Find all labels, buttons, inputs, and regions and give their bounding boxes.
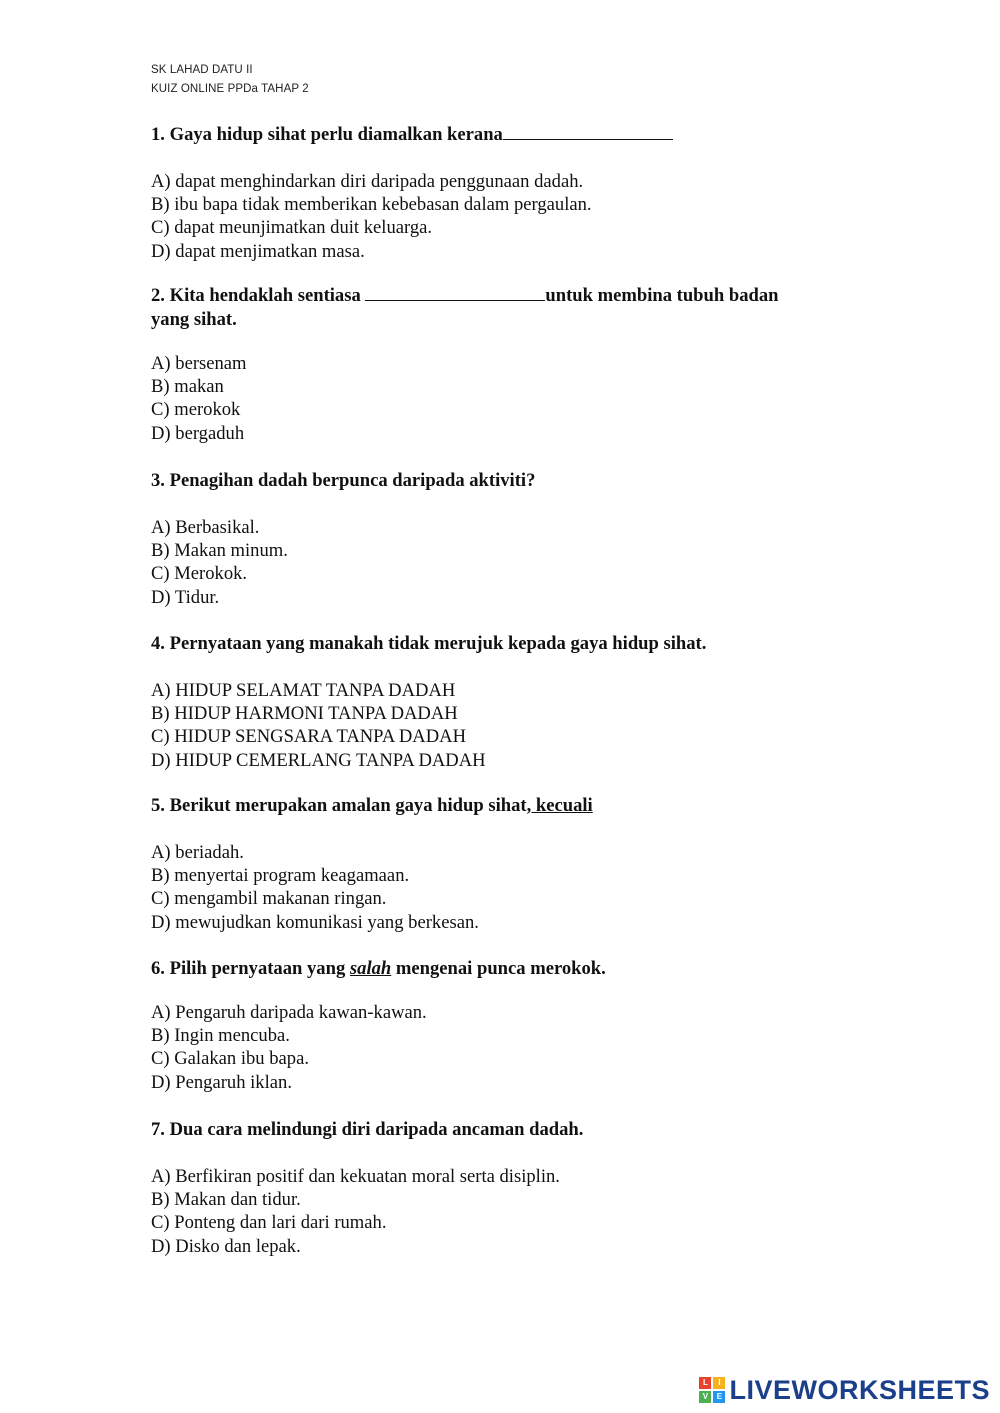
question-6-options [151,1001,851,1094]
question-5 [151,794,851,934]
answer-blank [503,123,673,140]
question-4-text: 4. Pernyataan yang manakah tidak merujuk kepada gaya hidup sihat. [151,633,707,654]
liveworksheets-logo[interactable] [699,1375,990,1405]
option-c: C) HIDUP SENGSARA TANPA DADAH [151,726,467,748]
option-a: A) Berfikiran positif dan kekuatan moral serta disiplin. [151,1166,560,1187]
option-b: B) Makan minum. [151,540,288,562]
logo-tile: I [713,1377,725,1389]
underlined-keyword: , kecuali [526,795,593,816]
option-a: A) bersenam [151,353,247,374]
question-3 [151,469,851,609]
option-c: C) mengambil makanan ringan. [151,888,387,910]
question-5-text: 5. Berikut merupakan amalan gaya hidup sihat, kecuali [151,795,593,816]
question-1-options [151,170,851,263]
question-2 [151,284,851,445]
question-2-text: 2. Kita hendaklah sentiasa untuk membina tubuh badan yang sihat. [151,285,779,330]
liveworksheets-wordmark: LIVEWORKSHEETS [729,1375,990,1405]
option-b: B) Makan dan tidur. [151,1189,301,1211]
option-c: C) merokok [151,399,241,421]
option-d: D) HIDUP CEMERLANG TANPA DADAH [151,749,486,771]
document-header [151,61,309,99]
option-b: B) makan [151,376,224,398]
option-b: B) menyertai program keagamaan. [151,865,410,887]
question-2-options [151,352,851,445]
question-1-text: 1. Gaya hidup sihat perlu diamalkan kerana [151,123,851,147]
underlined-keyword: salah [349,958,392,979]
option-a: A) Pengaruh daripada kawan-kawan. [151,1002,427,1023]
question-3-text: 3. Penagihan dadah berpunca daripada aktiviti? [151,470,536,491]
logo-tile: L [699,1377,711,1389]
question-4-options [151,679,851,772]
option-c: C) Merokok. [151,563,248,585]
option-a: A) beriadah. [151,842,244,863]
logo-tile: E [713,1391,725,1403]
option-d: D) Pengaruh iklan. [151,1071,292,1093]
option-b: B) ibu bapa tidak memberikan kebebasan dalam pergaulan. [151,194,592,216]
option-c: C) Ponteng dan lari dari rumah. [151,1212,387,1234]
school-name: SK LAHAD DATU II [151,64,253,76]
question-3-options [151,516,851,609]
option-a: A) Berbasikal. [151,517,260,538]
liveworksheets-logo-icon [699,1377,725,1403]
question-7-text: 7. Dua cara melindungi diri daripada ancaman dadah. [151,1119,584,1140]
question-4 [151,632,851,772]
question-5-options [151,841,851,934]
option-d: D) Tidur. [151,586,220,608]
option-d: D) bergaduh [151,422,245,444]
option-a: A) HIDUP SELAMAT TANPA DADAH [151,680,456,701]
logo-tile: V [699,1391,711,1403]
option-a: A) dapat menghindarkan diri daripada penggunaan dadah. [151,171,584,192]
option-b: B) HIDUP HARMONI TANPA DADAH [151,703,458,725]
answer-blank [365,284,545,301]
option-d: D) Disko dan lepak. [151,1235,301,1257]
option-b: B) Ingin mencuba. [151,1025,290,1047]
question-6-text: 6. Pilih pernyataan yang salah mengenai punca merokok. [151,958,606,979]
question-6 [151,957,851,1094]
option-d: D) mewujudkan komunikasi yang berkesan. [151,911,479,933]
option-c: C) dapat meunjimatkan duit keluarga. [151,217,433,239]
quiz-title: KUIZ ONLINE PPDa TAHAP 2 [151,83,309,95]
option-c: C) Galakan ibu bapa. [151,1048,309,1070]
question-7 [151,1118,851,1258]
question-1 [151,123,851,263]
question-7-options [151,1165,851,1258]
option-d: D) dapat menjimatkan masa. [151,240,365,262]
